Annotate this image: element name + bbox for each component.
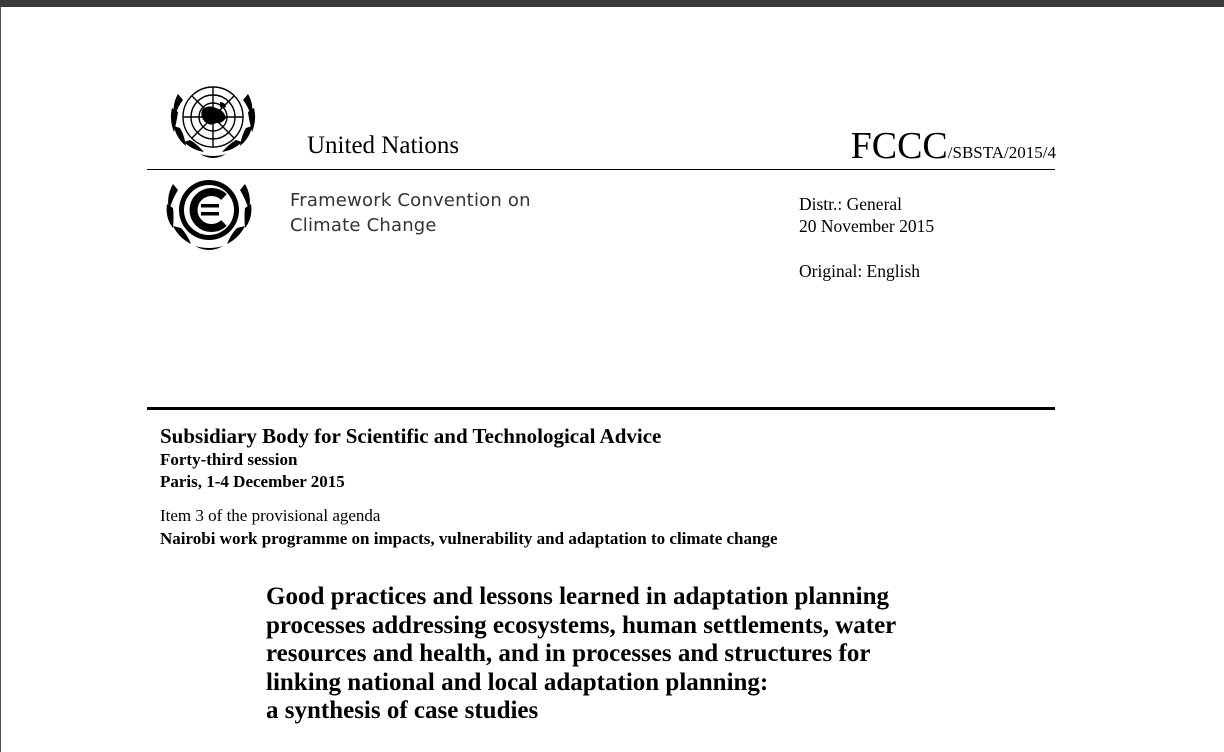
page-left-edge (0, 7, 1, 752)
session-info (160, 423, 661, 493)
document-title-line: Good practices and lessons learned in adaptation planning (266, 583, 890, 610)
organization-name: United Nations (307, 132, 460, 159)
section-divider (147, 407, 1055, 410)
session-number: Forty-third session (160, 450, 298, 469)
document-title-line: linking national and local adaptation planning: (266, 668, 769, 696)
convention-name-line-2: Climate Change (290, 215, 437, 236)
subsidiary-body-title: Subsidiary Body for Scientific and Technological Advice (160, 424, 662, 448)
agenda-item-number: Item 3 of the provisional agenda (160, 506, 381, 525)
document-date: 20 November 2015 (799, 216, 935, 236)
document-symbol-suffix: /SBSTA/2015/4 (947, 143, 1056, 162)
convention-name (290, 188, 531, 238)
document-title (266, 583, 986, 726)
original-language: Original: English (799, 261, 921, 281)
document-symbol (851, 125, 1056, 175)
un-emblem-icon (160, 80, 266, 166)
document-title-line: processes addressing ecosystems, human settlements, water (266, 611, 897, 639)
agenda-info (160, 505, 778, 551)
climate-change-emblem-icon (157, 170, 261, 254)
agenda-item-title: Nairobi work programme on impacts, vulnerability and adaptation to climate change (160, 529, 778, 548)
document-symbol-main: FCCC (850, 125, 948, 167)
convention-name-line-1: Framework Convention on (290, 190, 531, 211)
document-title-line: resources and health, and in processes and structures for (266, 640, 871, 667)
document-title-line: a synthesis of case studies (266, 697, 539, 724)
distribution-type: Distr.: General (799, 194, 903, 214)
session-place-date: Paris, 1-4 December 2015 (160, 472, 345, 491)
header-divider (147, 169, 1055, 170)
distribution-info (799, 193, 934, 282)
window-top-bar (0, 0, 1224, 7)
